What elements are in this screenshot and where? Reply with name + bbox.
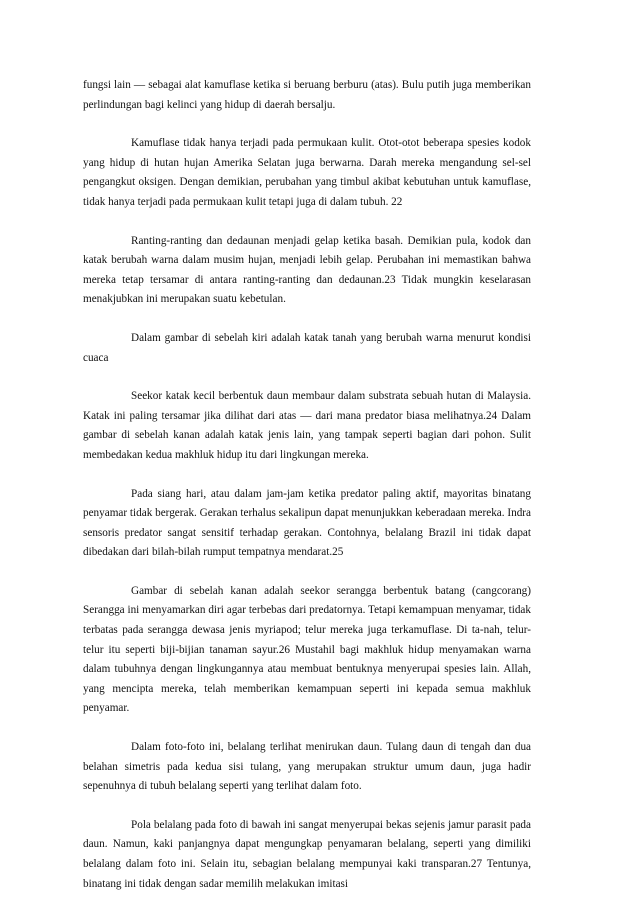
paragraph-1: fungsi lain — sebagai alat kamuflase ketika si beruang berburu (atas). Bulu putih juga memberikan perlindungan bagi kelinci yang hidup di daerah bersalju. <box>83 79 531 111</box>
paragraph-4: Dalam gambar di sebelah kiri adalah katak tanah yang berubah warna menurut kondisi cuaca <box>83 331 531 364</box>
paragraph-6: Pada siang hari, atau dalam jam-jam ketika predator paling aktif, mayoritas binatang penyamar tidak bergerak. Gerakan terhalus sekalipun dapat menunjukkan keberadaan mereka. Indra sensoris predator sangat sensitif terhadap gerakan. Contohnya, belalang Brazil ini tidak dapat dibedakan dari bilah-bilah rumput tempatnya mendarat.25 <box>83 487 531 559</box>
paragraph-9: Pola belalang pada foto di bawah ini sangat menyerupai bekas sejenis jamur parasit pada daun. Namun, kaki panjangnya dapat mengungkap penyamaran belalang, seperti yang dimiliki belalang dalam foto ini. Selain itu, sebagian belalang mempunyai kaki transparan.27 Tentunya, binatang ini tidak dengan sadar memilih melakukan imitasi <box>83 818 531 890</box>
paragraph-5: Seekor katak kecil berbentuk daun membaur dalam substrata sebuah hutan di Malaysia. Katak ini paling tersamar jika dilihat dari atas — dari mana predator biasa melihatnya.24 Dalam gambar di sebelah kanan adalah katak jenis lain, yang tampak seperti bagian dari pohon. Sulit membedakan kedua makhluk hidup itu dari lingkungan mereka. <box>83 390 531 461</box>
document-page <box>83 76 531 894</box>
paragraph-2: Kamuflase tidak hanya terjadi pada permukaan kulit. Otot-otot beberapa spesies kodok yang hidup di hutan hujan Amerika Selatan juga berwarna. Darah mereka mengandung sel-sel pengangkut oksigen. Dengan demikian, perubahan yang timbul akibat kebutuhan untuk kamuflase, tidak hanya terjadi pada permukaan kulit tetapi juga di dalam tubuh. 22 <box>83 137 531 208</box>
paragraph-7: Gambar di sebelah kanan adalah seekor serangga berbentuk batang (cangcorang) Serangga ini menyamarkan diri agar terbebas dari predatornya. Tetapi kemampuan menyamar, tidak terbatas pada serangga dewasa jenis myriapod; telur mereka juga terkamuflase. Di ta-nah, telur-telur itu seperti biji-bijian tanaman sayur.26 Mustahil bagi makhluk hidup menyamakan warna dalam tubuhnya dengan lingkungannya atau membuat bentuknya menyerupai spesies lain. Allah, yang mencipta mereka, telah memberikan kemampuan seperti ini kepada semua makhluk penyamar. <box>83 584 531 715</box>
paragraph-8: Dalam foto-foto ini, belalang terlihat menirukan daun. Tulang daun di tengah dan dua belahan simetris pada kedua sisi tulang, yang merupakan struktur umum daun, juga hadir sepenuhnya di tubuh belalang seperti yang terlihat dalam foto. <box>83 741 531 793</box>
paragraph-3: Ranting-ranting dan dedaunan menjadi gelap ketika basah. Demikian pula, kodok dan katak berubah warna dalam musim hujan, menjadi lebih gelap. Perubahan ini memastikan bahwa mereka tetap tersamar di antara ranting-ranting dan dedaunan.23 Tidak mungkin keselarasan menakjubkan ini merupakan suatu kebetulan. <box>83 234 531 306</box>
